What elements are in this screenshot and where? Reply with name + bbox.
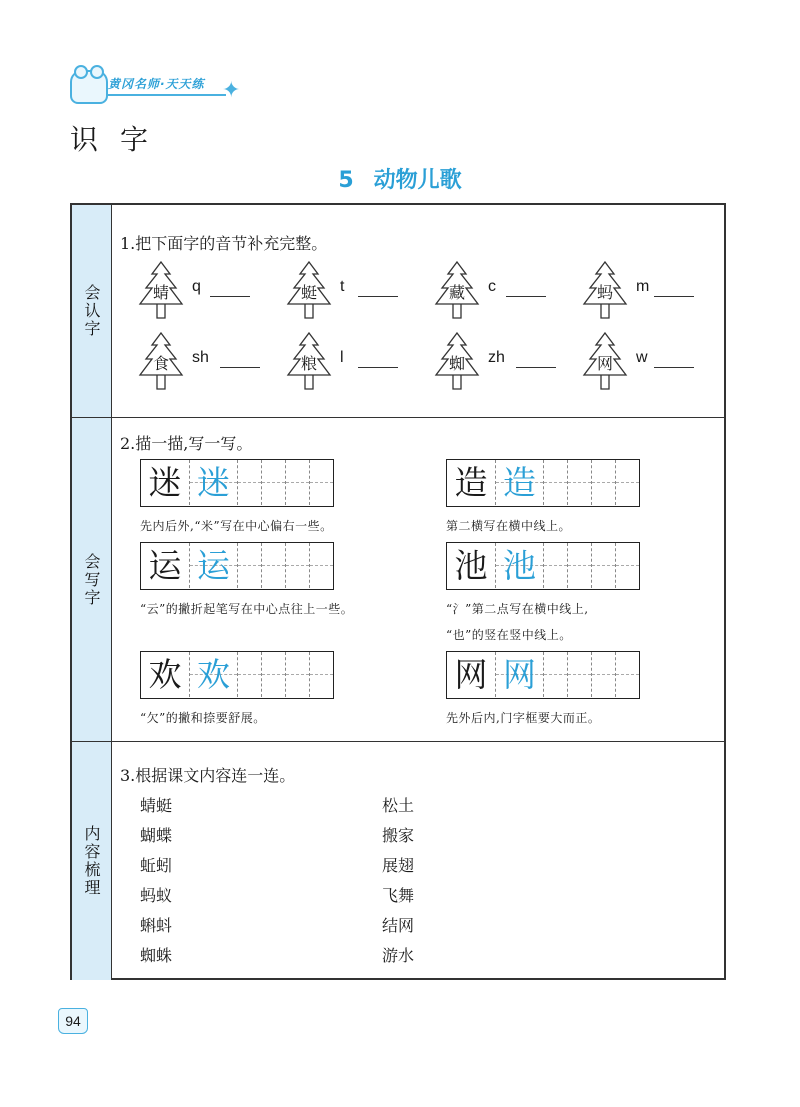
- practice-cell[interactable]: [285, 543, 309, 588]
- model-character: 池: [454, 546, 488, 585]
- guide-line: [310, 674, 333, 675]
- guide-line: [262, 565, 285, 566]
- model-character: 运: [148, 546, 182, 585]
- match-animal[interactable]: 蚯蚓: [140, 856, 173, 875]
- guide-line: [262, 674, 285, 675]
- practice-cell[interactable]: [567, 652, 591, 697]
- writing-tip: 先外后内,门字框要大而正。: [446, 711, 601, 725]
- trace-character: 运: [197, 546, 230, 585]
- guide-line: [616, 674, 639, 675]
- pinyin-answer-blank[interactable]: [358, 296, 398, 297]
- practice-cell[interactable]: [285, 460, 309, 505]
- side-label-content: 内容梳理: [72, 741, 112, 980]
- pinyin-initial: zh: [488, 349, 505, 366]
- pinyin-initial: q: [192, 278, 201, 295]
- guide-line: [238, 674, 261, 675]
- model-character-cell: [447, 652, 495, 697]
- trace-character: 池: [503, 546, 536, 585]
- pinyin-item: [576, 260, 746, 320]
- side-label-recognize: 会认字: [72, 205, 112, 417]
- target-character: 蜘: [448, 354, 465, 373]
- guide-line: [568, 482, 591, 483]
- model-character: 欢: [148, 655, 182, 694]
- guide-line: [568, 674, 591, 675]
- guide-line: [310, 565, 333, 566]
- guide-line: [544, 565, 567, 566]
- sparkle-icon: ✦: [222, 78, 241, 103]
- practice-cell[interactable]: [543, 543, 567, 588]
- guide-line: [592, 674, 615, 675]
- writing-tip: 先内后外,“米”写在中心偏右一些。: [140, 519, 333, 533]
- practice-cell[interactable]: [543, 652, 567, 697]
- match-action[interactable]: 游水: [382, 946, 415, 965]
- pinyin-item: [132, 331, 302, 391]
- guide-line: [262, 482, 285, 483]
- pinyin-answer-blank[interactable]: [654, 367, 694, 368]
- practice-cell[interactable]: [615, 652, 639, 697]
- guide-line: [286, 565, 309, 566]
- side-label-write: 会写字: [72, 417, 112, 741]
- target-character: 食: [152, 354, 169, 373]
- lesson-title: [0, 163, 800, 194]
- pinyin-answer-blank[interactable]: [516, 367, 556, 368]
- lesson-name: 动物儿歌: [373, 168, 462, 193]
- trace-character: 欢: [197, 655, 230, 694]
- practice-cell[interactable]: [543, 460, 567, 505]
- pinyin-initial: sh: [192, 349, 209, 366]
- practice-cell[interactable]: [261, 460, 285, 505]
- pinyin-item: [280, 331, 450, 391]
- match-animal[interactable]: 蜘蛛: [140, 946, 173, 965]
- writing-grid: [446, 651, 640, 699]
- writing-tip: “欠”的撇和捺要舒展。: [140, 711, 266, 725]
- pinyin-item: [428, 260, 598, 320]
- guide-line: [592, 482, 615, 483]
- match-action[interactable]: 展翅: [382, 856, 415, 875]
- pinyin-answer-blank[interactable]: [506, 296, 546, 297]
- model-character: 造: [454, 463, 488, 502]
- practice-cell[interactable]: [237, 543, 261, 588]
- match-animal[interactable]: 蜻蜓: [140, 796, 173, 815]
- target-character: 藏: [448, 283, 465, 302]
- practice-cell[interactable]: [567, 543, 591, 588]
- trace-character: 网: [503, 655, 536, 694]
- match-animal[interactable]: 蝴蝶: [140, 826, 173, 845]
- model-character-cell: [141, 652, 189, 697]
- guide-line: [616, 565, 639, 566]
- practice-cell[interactable]: [237, 460, 261, 505]
- guide-line: [592, 565, 615, 566]
- guide-line: [286, 482, 309, 483]
- target-character: 粮: [300, 354, 317, 373]
- pinyin-item: [576, 331, 746, 391]
- target-character: 网: [596, 354, 613, 373]
- pinyin-answer-blank[interactable]: [358, 367, 398, 368]
- guide-line: [238, 482, 261, 483]
- pinyin-initial: m: [636, 278, 650, 295]
- writing-grid: [140, 651, 334, 699]
- section-title: 识字: [70, 123, 171, 156]
- practice-cell[interactable]: [237, 652, 261, 697]
- target-character: 蜻: [152, 283, 169, 302]
- writing-grid: [446, 459, 640, 507]
- writing-tip: “云”的撇折起笔写在中心点往上一些。: [140, 602, 354, 616]
- practice-cell[interactable]: [567, 460, 591, 505]
- pinyin-item: [280, 260, 450, 320]
- guide-line: [568, 565, 591, 566]
- match-action[interactable]: 飞舞: [382, 886, 415, 905]
- exercise-frame: [70, 203, 726, 980]
- trace-character-cell: [189, 460, 237, 505]
- model-character-cell: [141, 543, 189, 588]
- pinyin-answer-blank[interactable]: [654, 296, 694, 297]
- trace-character: 造: [503, 463, 536, 502]
- guide-line: [544, 482, 567, 483]
- target-character: 蜓: [300, 283, 317, 302]
- question-3-prompt: 3.根据课文内容连一连。: [120, 766, 296, 785]
- pinyin-answer-blank[interactable]: [220, 367, 260, 368]
- section-divider: [112, 417, 724, 418]
- target-character: 蚂: [596, 283, 613, 302]
- trace-character-cell: [495, 543, 543, 588]
- pinyin-item: [428, 331, 598, 391]
- pinyin-initial: t: [340, 278, 345, 295]
- writing-grid: [446, 542, 640, 590]
- model-character: 网: [454, 655, 488, 694]
- series-badge: [70, 70, 250, 104]
- question-1-prompt: 1.把下面字的音节补充完整。: [120, 234, 328, 253]
- practice-cell[interactable]: [591, 652, 615, 697]
- model-character-cell: [141, 460, 189, 505]
- pinyin-answer-blank[interactable]: [210, 296, 250, 297]
- writing-tip: 第二横写在横中线上。: [446, 519, 572, 533]
- practice-cell[interactable]: [261, 543, 285, 588]
- question-2-prompt: 2.描一描,写一写。: [120, 434, 253, 453]
- writing-grid: [140, 542, 334, 590]
- trace-character-cell: [189, 652, 237, 697]
- practice-cell[interactable]: [591, 543, 615, 588]
- match-action[interactable]: 结网: [382, 916, 415, 935]
- match-animal[interactable]: 蝌蚪: [140, 916, 173, 935]
- model-character-cell: [447, 460, 495, 505]
- trace-character-cell: [495, 652, 543, 697]
- trace-character-cell: [189, 543, 237, 588]
- bear-logo-icon: [70, 70, 108, 104]
- writing-tip: “氵”第二点写在横中线上,: [446, 602, 589, 616]
- pinyin-initial: w: [636, 349, 648, 366]
- practice-cell[interactable]: [591, 460, 615, 505]
- page-number: 94: [58, 1008, 88, 1034]
- guide-line: [310, 482, 333, 483]
- practice-cell[interactable]: [261, 652, 285, 697]
- practice-cell[interactable]: [615, 543, 639, 588]
- guide-line: [286, 674, 309, 675]
- pinyin-item: [132, 260, 302, 320]
- writing-tip: “也”的竖在竖中线上。: [446, 628, 572, 642]
- badge-underline: [106, 94, 226, 96]
- writing-grid: [140, 459, 334, 507]
- practice-cell[interactable]: [615, 460, 639, 505]
- section-divider: [112, 741, 724, 742]
- practice-cell[interactable]: [309, 460, 333, 505]
- guide-line: [238, 565, 261, 566]
- pinyin-initial: l: [340, 349, 344, 366]
- practice-cell[interactable]: [309, 652, 333, 697]
- trace-character: 迷: [197, 463, 230, 502]
- pinyin-initial: c: [488, 278, 496, 295]
- guide-line: [544, 674, 567, 675]
- match-action[interactable]: 搬家: [382, 826, 415, 845]
- match-animal[interactable]: 蚂蚁: [140, 886, 173, 905]
- model-character-cell: [447, 543, 495, 588]
- practice-cell[interactable]: [309, 543, 333, 588]
- series-name: 黄冈名师·天天练: [108, 77, 205, 91]
- match-action[interactable]: 松土: [382, 796, 415, 815]
- lesson-number: 5: [338, 168, 354, 193]
- guide-line: [616, 482, 639, 483]
- trace-character-cell: [495, 460, 543, 505]
- practice-cell[interactable]: [285, 652, 309, 697]
- model-character: 迷: [148, 463, 182, 502]
